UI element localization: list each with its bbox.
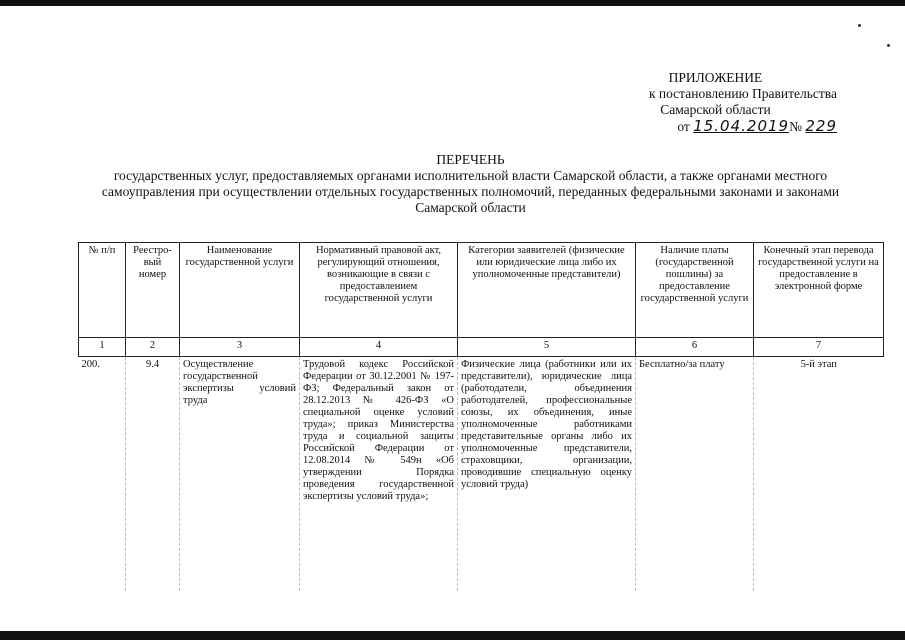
column-header: Наличие платы (государственной пошлины) за предоставление государственной услуги — [636, 243, 754, 338]
appendix-date-line — [649, 118, 837, 135]
appendix-title: ПРИЛОЖЕНИЕ — [668, 70, 763, 85]
column-header: Конечный этап перевода государственной услуги на предоставление в электронной форме — [754, 243, 884, 338]
appendix-block — [649, 70, 837, 135]
column-number: 6 — [636, 338, 754, 357]
table-row — [79, 357, 884, 592]
appendix-line-resolution: к постановлению Правительства — [648, 86, 837, 101]
service-name: Осуществление государственной экспертизы условий труда — [180, 357, 300, 592]
row-number: 200. — [79, 357, 126, 592]
column-number-row — [79, 338, 884, 357]
handwritten-number: 229 — [805, 117, 837, 135]
appendix-number-label: № — [789, 119, 802, 134]
services-table — [78, 242, 884, 591]
column-header: Категории заявителей (физические или юридические лица либо их уполномоченные представители) — [458, 243, 636, 338]
appendix-from-label: от — [677, 119, 690, 134]
column-header: № п/п — [79, 243, 126, 338]
electronic-stage: 5-й этап — [754, 357, 884, 592]
scan-bottom-border — [0, 631, 905, 640]
column-header: Наименование государственной услуги — [180, 243, 300, 338]
fee-info: Бесплатно/за плату — [636, 357, 754, 592]
column-number: 3 — [180, 338, 300, 357]
handwritten-date: 15.04.2019 — [693, 117, 790, 135]
document-subtitle: государственных услуг, предоставляемых органами исполнительной власти Самарской области, а также органами местного самоуправления при осуществлении отдельных государственных полномочий, переданных федеральными законами и законами Самарской области — [101, 168, 840, 215]
document-title: ПЕРЕЧЕНЬ — [436, 152, 505, 167]
column-number: 4 — [300, 338, 458, 357]
legal-acts: Трудовой кодекс Российской Федерации от 30.12.2001 № 197-ФЗ; Федеральный закон от 28.12.2013 № 426-ФЗ «О специальной оценке условий труда»; приказ Министерства труда и социальной защиты Российской Федерации от 12.08.2014 № 549н «Об утверждении Порядка проведения государственной экспертизы условий труда»; — [300, 357, 458, 592]
scan-speck — [858, 24, 861, 27]
table-header-row — [79, 243, 884, 338]
column-number: 2 — [126, 338, 180, 357]
applicant-categories: Физические лица (работники или их представители), юридические лица (работодатели, объединения работодателей, профессиональные союзы, их объединения, иные уполномоченные работниками представительные органы либо их уполномоченные представители, страховщики, организации, проводившие специальную оценку условий труда) — [458, 357, 636, 592]
column-header: Нормативный правовой акт, регулирующий отношения, возникающие в связи с предоставлением государственной услуги — [300, 243, 458, 338]
scan-speck — [887, 44, 890, 47]
column-number: 1 — [79, 338, 126, 357]
column-header: Реестро-вый номер — [126, 243, 180, 338]
document-heading — [78, 152, 863, 216]
column-number: 5 — [458, 338, 636, 357]
registry-number: 9.4 — [126, 357, 180, 592]
appendix-line-region: Самарской области — [660, 102, 771, 117]
scan-top-border — [0, 0, 905, 6]
column-number: 7 — [754, 338, 884, 357]
